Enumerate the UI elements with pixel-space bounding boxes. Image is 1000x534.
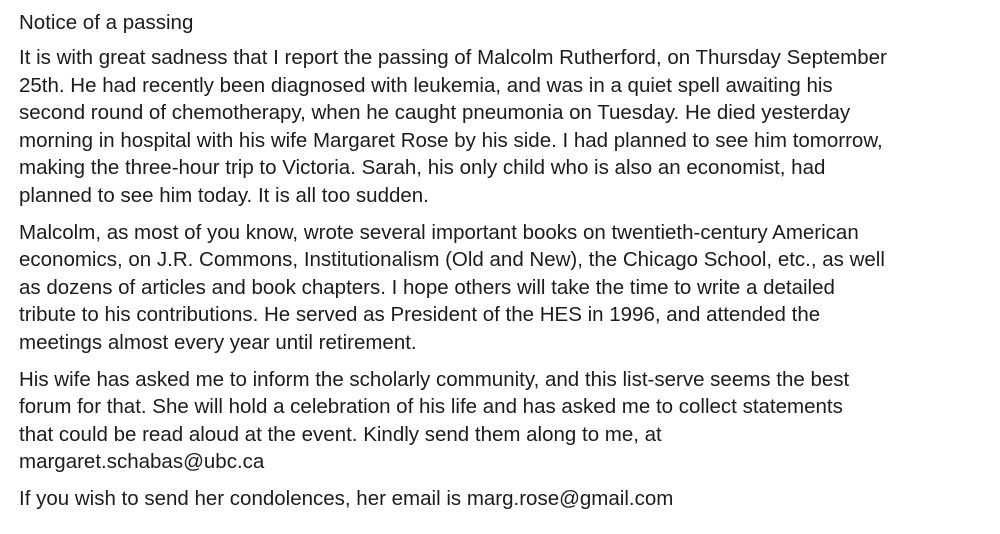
text-line: as dozens of articles and book chapters. I hope others will take the time to write a detailed [19,275,835,299]
paragraph-statements-request [19,366,982,476]
text-line: Malcolm, as most of you know, wrote several important books on twentieth-century American [19,220,859,244]
text-line: forum for that. She will hold a celebration of his life and has asked me to collect statements [19,395,843,419]
text-line: 25th. He had recently been diagnosed with leukemia, and was in a quiet spell awaiting his [19,73,833,97]
text-line: economics, on J.R. Commons, Institutionalism (Old and New), the Chicago School, etc., as well [19,248,885,272]
text-line: It is with great sadness that I report the passing of Malcolm Rutherford, on Thursday September [19,46,887,69]
paragraph-condolences [19,485,982,513]
text-line: tribute to his contributions. He served as President of the HES in 1996, and attended the [19,303,821,327]
text-line: second round of chemotherapy, when he caught pneumonia on Tuesday. He died yesterday [19,101,851,125]
paragraph-passing-announcement [19,44,982,210]
text-line: planned to see him today. It is all too sudden. [19,183,429,207]
post-title: Notice of a passing [19,11,194,34]
text-line: meetings almost every year until retirement. [19,330,417,354]
text-line: His wife has asked me to inform the scholarly community, and this list-serve seems the best [19,367,850,391]
paragraph-contributions [19,219,982,357]
text-line: morning in hospital with his wife Margaret Rose by his side. I had planned to see him tomorrow, [19,128,883,152]
text-line: making the three-hour trip to Victoria. Sarah, his only child who is also an economist, had [19,156,826,180]
condolences-email-line: If you wish to send her condolences, her email is marg.rose@gmail.com [19,486,674,510]
text-line: that could be read aloud at the event. Kindly send them along to me, at [19,422,662,446]
contact-email-line: margaret.schabas@ubc.ca [19,450,265,474]
